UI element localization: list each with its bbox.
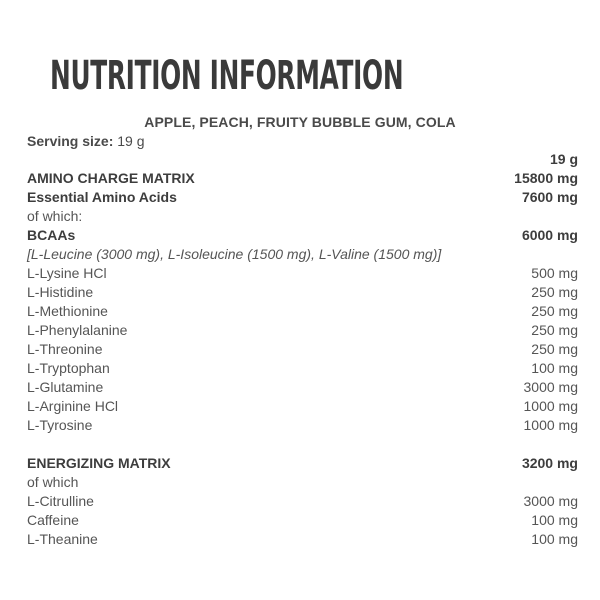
nutrient-label: [L-Leucine (3000 mg), L-Isoleucine (1500 mg), L-Valine (1500 mg)] (27, 246, 442, 262)
nutrient-row (27, 416, 578, 435)
nutrient-amount: 100 mg (531, 512, 578, 528)
nutrient-label: L-Threonine (27, 341, 103, 357)
table-spacer (27, 435, 578, 454)
nutrient-label: BCAAs (27, 227, 76, 243)
nutrient-label: L-Arginine HCl (27, 398, 119, 414)
nutrient-row (27, 397, 578, 416)
nutrient-label: L-Tyrosine (27, 417, 93, 433)
nutrient-label: AMINO CHARGE MATRIX (27, 170, 195, 186)
nutrient-amount: 3000 mg (523, 493, 578, 509)
nutrient-row (27, 302, 578, 321)
nutrient-row (27, 207, 578, 226)
flavors-line: APPLE, PEACH, FRUITY BUBBLE GUM, COLA (144, 114, 456, 130)
nutrient-amount: 500 mg (531, 265, 578, 281)
nutrient-row (27, 150, 578, 169)
nutrient-row (27, 340, 578, 359)
nutrient-label: L-Phenylalanine (27, 322, 128, 338)
nutrient-row (27, 530, 578, 549)
nutrient-amount: 100 mg (531, 531, 578, 547)
page-title: NUTRITION INFORMATION (50, 53, 404, 99)
nutrient-label: ENERGIZING MATRIX (27, 455, 171, 471)
nutrient-row (27, 188, 578, 207)
nutrient-label: L-Histidine (27, 284, 94, 300)
nutrient-amount: 250 mg (531, 322, 578, 338)
nutrient-row (27, 473, 578, 492)
nutrient-label: L-Methionine (27, 303, 108, 319)
nutrient-amount: 3200 mg (521, 455, 578, 471)
nutrient-amount: 15800 mg (514, 170, 578, 186)
serving-size-value: 19 g (117, 133, 145, 149)
nutrient-row (27, 245, 578, 264)
nutrient-row (27, 264, 578, 283)
nutrient-row (27, 492, 578, 511)
nutrition-table (27, 150, 578, 549)
nutrient-label: Essential Amino Acids (27, 189, 177, 205)
nutrient-label: L-Theanine (27, 531, 98, 547)
nutrient-amount: 250 mg (531, 341, 578, 357)
nutrient-row (27, 511, 578, 530)
nutrient-label: L-Citrulline (27, 493, 94, 509)
nutrient-amount: 6000 mg (521, 227, 578, 243)
nutrient-row (27, 169, 578, 188)
nutrient-amount: 1000 mg (523, 417, 578, 433)
serving-size (27, 133, 145, 149)
nutrient-label: of which: (27, 208, 83, 224)
serving-size-label: Serving size: (27, 133, 114, 149)
nutrient-amount: 3000 mg (523, 379, 578, 395)
nutrient-row (27, 226, 578, 245)
nutrient-label: L-Lysine HCl (27, 265, 107, 281)
nutrient-amount: 250 mg (531, 303, 578, 319)
nutrient-row (27, 359, 578, 378)
nutrient-amount: 250 mg (531, 284, 578, 300)
nutrient-label: L-Glutamine (27, 379, 104, 395)
nutrient-row (27, 454, 578, 473)
nutrient-row (27, 321, 578, 340)
nutrient-label: Caffeine (27, 512, 79, 528)
nutrient-amount: 7600 mg (521, 189, 578, 205)
nutrient-amount: 19 g (549, 151, 578, 167)
nutrient-row (27, 378, 578, 397)
nutrient-row (27, 283, 578, 302)
nutrient-amount: 100 mg (531, 360, 578, 376)
nutrient-label: L-Tryptophan (27, 360, 110, 376)
nutrient-amount: 1000 mg (523, 398, 578, 414)
nutrient-label: of which (27, 474, 79, 490)
